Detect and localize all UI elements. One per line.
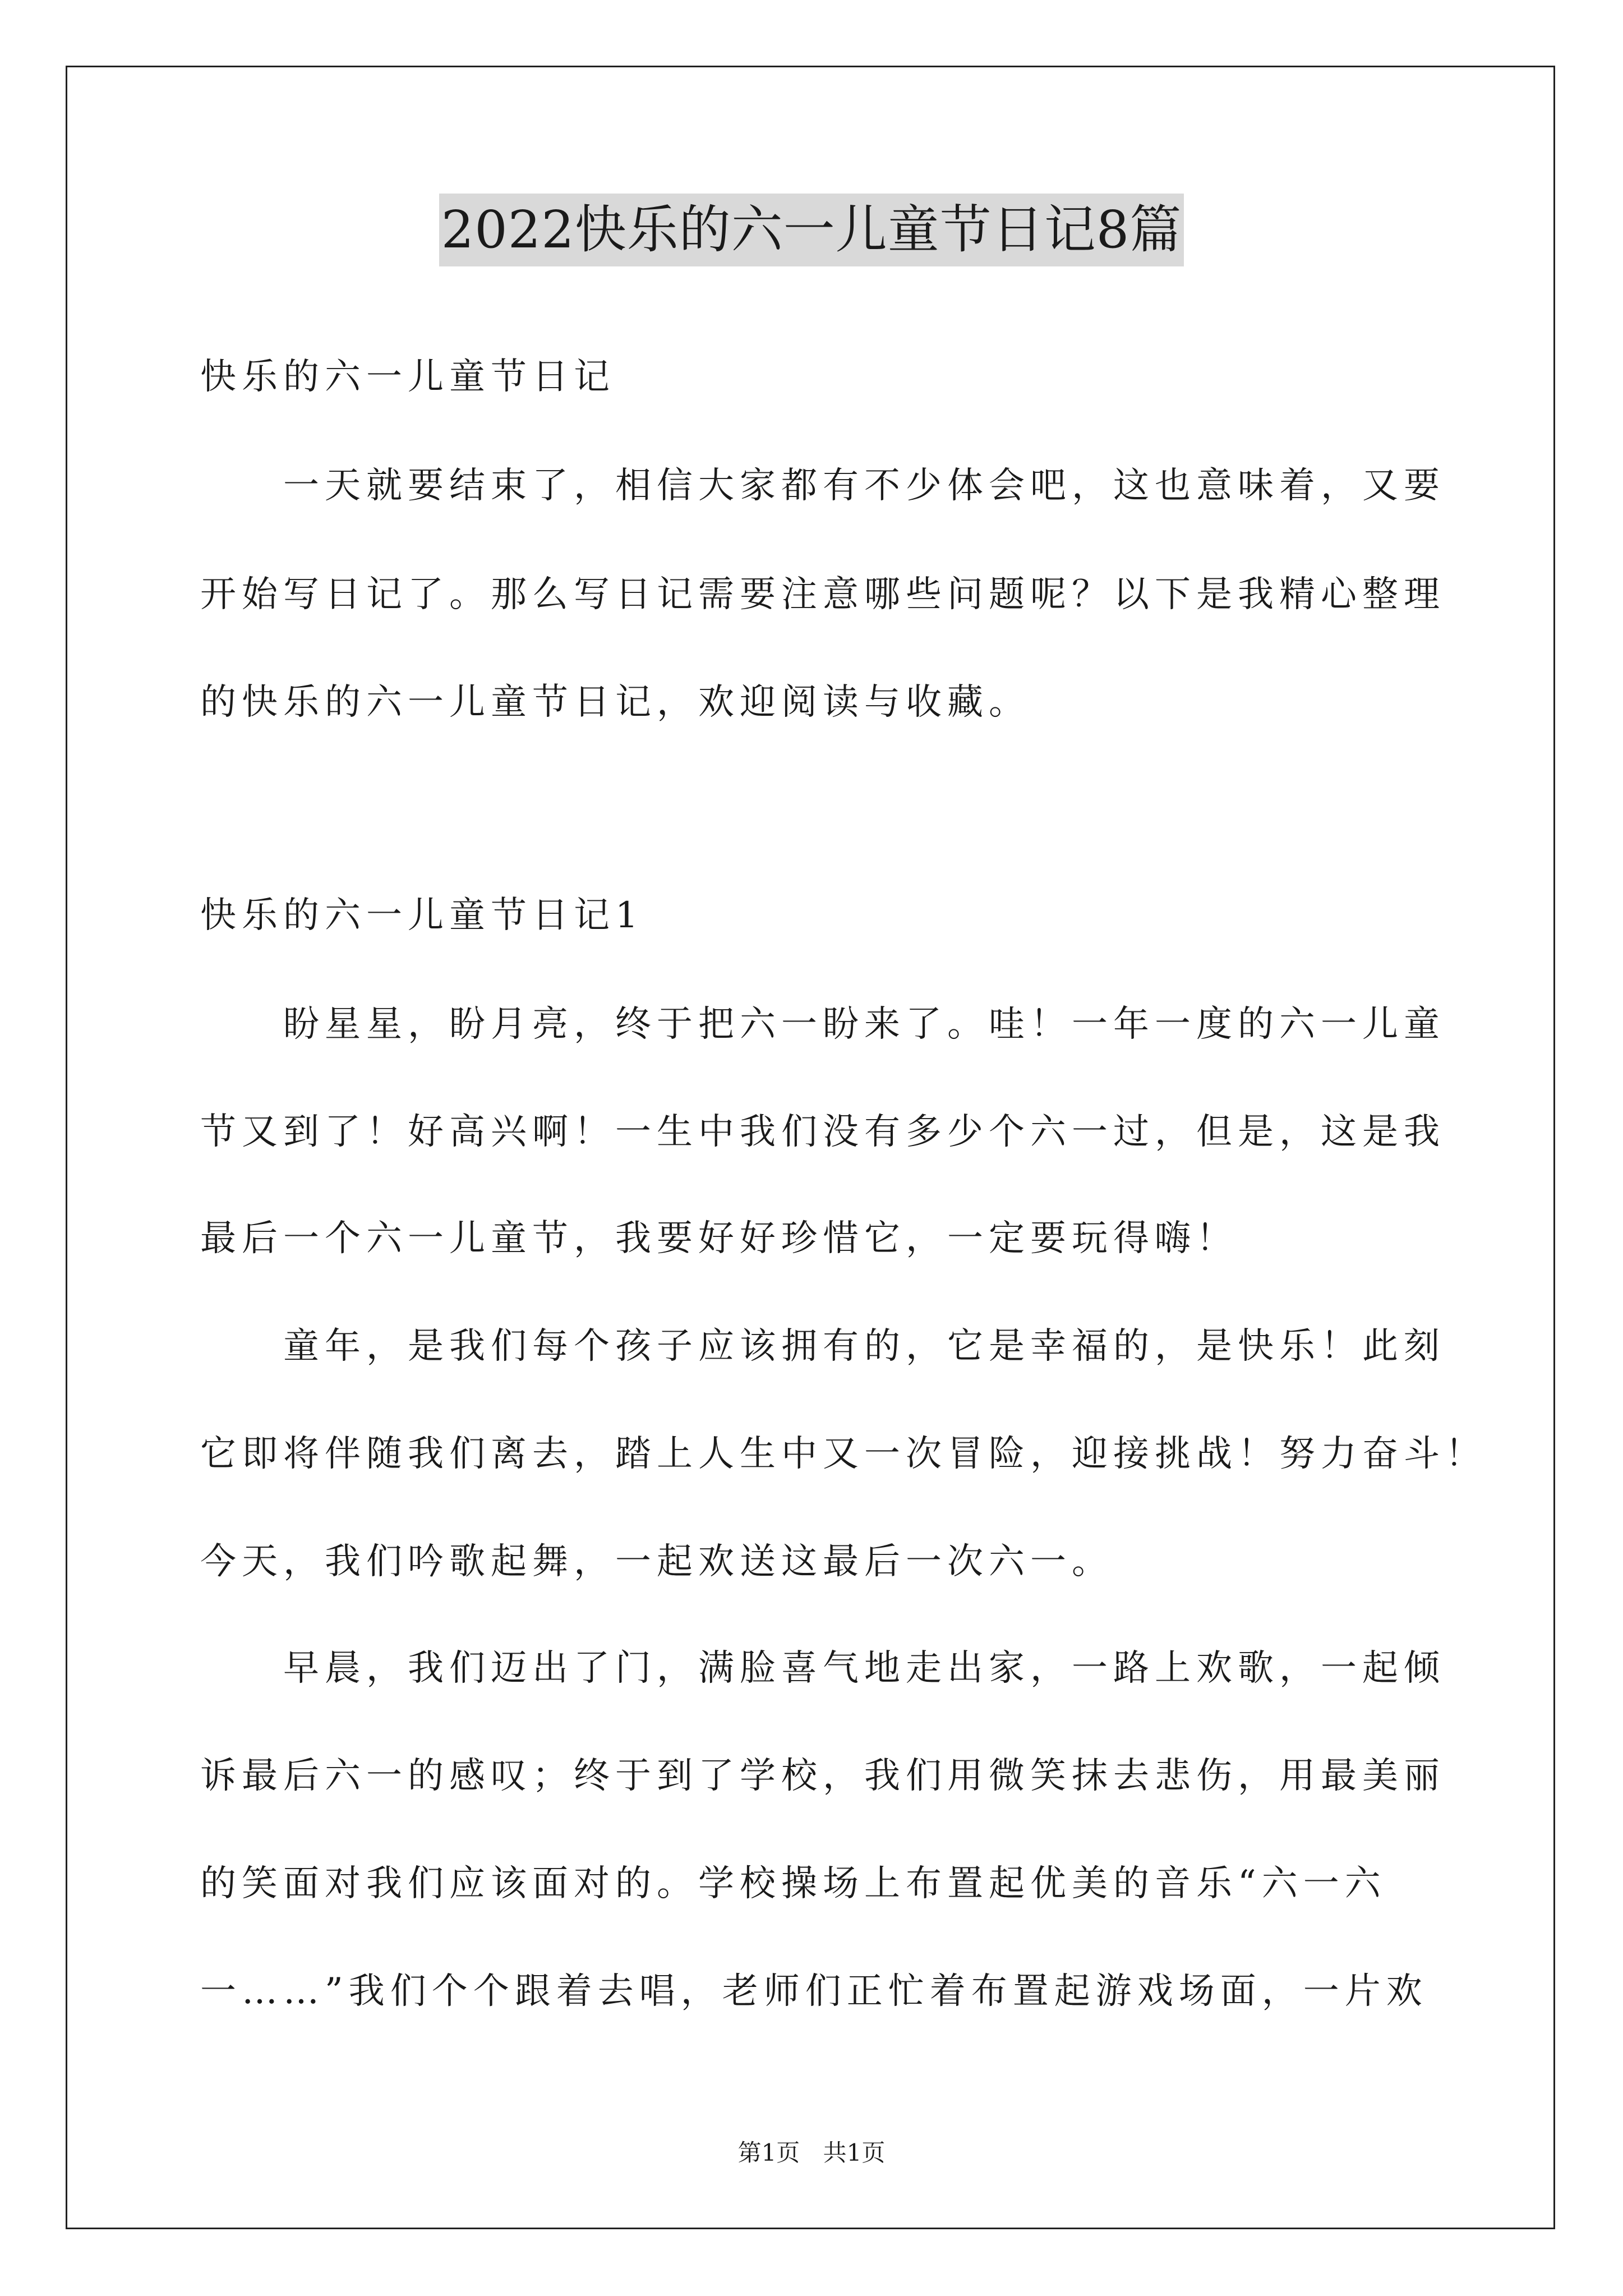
body-line-2: 节又到了！好高兴啊！一生中我们没有多少个六一过，但是，这是我 <box>200 1111 1445 1153</box>
body-line-3: 最后一个六一儿童节，我要好好珍惜它，一定要玩得嗨！ <box>200 1218 1238 1259</box>
intro-line-2: 开始写日记了。那么写日记需要注意哪些问题呢？以下是我精心整理 <box>200 574 1445 615</box>
body-line-9: 的笑面对我们应该面对的。学校操场上布置起优美的音乐“六一六 <box>200 1863 1386 1904</box>
page-total: 共1页 <box>823 2139 886 2166</box>
body-line-10: 一……”我们个个跟着去唱，老师们正忙着布置起游戏场面，一片欢 <box>200 1971 1428 2012</box>
body-line-5: 它即将伴随我们离去，踏上人生中又一次冒险，迎接挑战！努力奋斗！ <box>200 1433 1487 1475</box>
body-line-7: 早晨，我们迈出了门，满脸喜气地走出家，一路上欢歌，一起倾 <box>283 1648 1445 1689</box>
body-line-1: 盼星星，盼月亮，终于把六一盼来了。哇！一年一度的六一儿童 <box>283 1004 1445 1045</box>
body-line-4: 童年，是我们每个孩子应该拥有的，它是幸福的，是快乐！此刻 <box>283 1326 1445 1367</box>
page-number: 第1页 <box>737 2139 800 2166</box>
title-container <box>0 194 1623 266</box>
body-line-8: 诉最后六一的感叹；终于到了学校，我们用微笑抹去悲伤，用最美丽 <box>200 1755 1445 1797</box>
intro-line-1: 一天就要结束了，相信大家都有不少体会吧，这也意味着，又要 <box>283 465 1445 507</box>
section-heading-1: 快乐的六一儿童节日记1 <box>200 895 644 936</box>
page-footer <box>0 2137 1623 2169</box>
section-heading-intro: 快乐的六一儿童节日记 <box>200 356 615 398</box>
document-title: 2022快乐的六一儿童节日记8篇 <box>439 194 1184 266</box>
intro-line-3: 的快乐的六一儿童节日记，欢迎阅读与收藏。 <box>200 682 1030 723</box>
body-line-6: 今天，我们吟歌起舞，一起欢送这最后一次六一。 <box>200 1541 1113 1582</box>
